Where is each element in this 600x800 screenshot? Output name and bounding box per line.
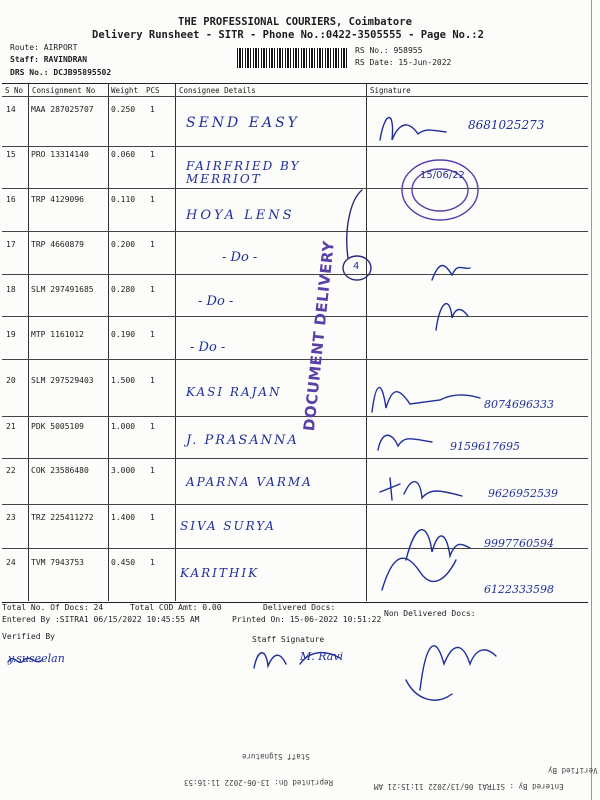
signature-mark bbox=[382, 558, 456, 590]
row-sno: 22 bbox=[6, 466, 16, 475]
staff-sign-handwritten: M. Ravi bbox=[300, 650, 344, 663]
row-consignment: TRP 4660879 bbox=[31, 240, 84, 249]
col-header-signature: Signature bbox=[370, 86, 411, 95]
row-consignment: SLM 297491685 bbox=[31, 285, 94, 294]
row-phone-handwritten: 6122333598 bbox=[484, 583, 554, 596]
row-weight: 0.250 bbox=[111, 105, 136, 114]
row-pcs: 1 bbox=[150, 466, 155, 475]
row-pcs: 1 bbox=[150, 558, 155, 567]
bleed-reprinted: Reprinted On: 13-06-2022 11:16:53 bbox=[184, 778, 334, 787]
entered-by: Entered By :SITRA1 06/15/2022 10:45:55 AM bbox=[2, 615, 200, 624]
row-phone-handwritten: 9997760594 bbox=[484, 537, 554, 550]
route-label: Route: AIRPORT bbox=[10, 43, 78, 52]
row-weight: 1.400 bbox=[111, 513, 136, 522]
row-pcs: 1 bbox=[150, 195, 155, 204]
signature-mark bbox=[378, 435, 432, 450]
non-delivered-docs: Non Delivered Docs: bbox=[384, 609, 476, 618]
row-weight: 0.110 bbox=[111, 195, 136, 204]
row-consignee-handwritten: FAIRFRIED BY MERRIOT bbox=[186, 159, 301, 186]
row-phone-handwritten: 8681025273 bbox=[468, 118, 545, 132]
row-weight: 0.190 bbox=[111, 330, 136, 339]
runsheet-subtitle: Delivery Runsheet - SITR - Phone No.:0422-3505555 - Page No.:2 bbox=[92, 29, 484, 41]
row-consignment: TRP 4129096 bbox=[31, 195, 84, 204]
row-consignee-handwritten: - Do - bbox=[222, 250, 258, 265]
row-sno: 24 bbox=[6, 558, 16, 567]
row-sno: 16 bbox=[6, 195, 16, 204]
stamp-marker: 4 bbox=[353, 261, 360, 272]
signature-mark bbox=[432, 265, 470, 280]
verified-by-label: Verified By bbox=[2, 632, 55, 641]
row-consignee-handwritten: - Do - bbox=[190, 340, 226, 355]
row-consignee-handwritten: APARNA VARMA bbox=[186, 475, 313, 489]
large-signature bbox=[406, 680, 452, 700]
total-docs: Total No. Of Docs: 24 bbox=[2, 603, 104, 612]
col-header-weight: Weight bbox=[111, 86, 139, 95]
printed-on: Printed On: 15-06-2022 10:51:22 bbox=[232, 615, 382, 624]
verifier-name-handwritten: y.suseelan bbox=[8, 652, 65, 665]
row-sno: 18 bbox=[6, 285, 16, 294]
marker-line bbox=[347, 190, 362, 258]
row-phone-handwritten: 8074696333 bbox=[484, 398, 554, 411]
row-consignee-handwritten: - Do - bbox=[198, 294, 234, 309]
row-phone-handwritten: 9159617695 bbox=[450, 440, 520, 453]
row-consignee-handwritten: HOYA LENS bbox=[186, 208, 295, 223]
staff-signature-label: Staff Signature bbox=[252, 635, 325, 644]
row-pcs: 1 bbox=[150, 376, 155, 385]
col-header-sno: S No bbox=[5, 86, 24, 95]
row-sno: 14 bbox=[6, 105, 16, 114]
row-consignment: SLM 297529403 bbox=[31, 376, 94, 385]
staff-label: Staff: RAVINDRAN bbox=[10, 55, 88, 64]
row-sno: 19 bbox=[6, 330, 16, 339]
delivered-docs: Delivered Docs: bbox=[263, 603, 336, 612]
bleed-entered: Entered By : SITRA1 06/13/2022 11:15:21 AM bbox=[374, 782, 564, 791]
row-pcs: 1 bbox=[150, 330, 155, 339]
bleed-verified: Verified By bbox=[548, 766, 598, 775]
row-weight: 0.280 bbox=[111, 285, 136, 294]
row-pcs: 1 bbox=[150, 240, 155, 249]
row-sno: 17 bbox=[6, 240, 16, 249]
row-weight: 0.060 bbox=[111, 150, 136, 159]
col-header-consignment: Consignment No bbox=[32, 86, 96, 95]
row-consignee-handwritten: KARITHIK bbox=[180, 566, 260, 580]
row-consignee-handwritten: SIVA SURYA bbox=[180, 519, 276, 533]
row-weight: 3.000 bbox=[111, 466, 136, 475]
rs-date: RS Date: 15-Jun-2022 bbox=[355, 58, 452, 67]
row-sno: 21 bbox=[6, 422, 16, 431]
signature-mark bbox=[406, 530, 470, 560]
document-delivery-stamp: DOCUMENT DELIVERY bbox=[300, 239, 338, 432]
large-signature bbox=[420, 646, 496, 690]
total-cod: Total COD Amt: 0.00 bbox=[130, 603, 222, 612]
row-sno: 15 bbox=[6, 150, 16, 159]
company-title: THE PROFESSIONAL COURIERS, Coimbatore bbox=[178, 16, 412, 28]
row-consignment: MAA 287025707 bbox=[31, 105, 94, 114]
bleed-staff-signature: Staff Signature bbox=[242, 752, 310, 761]
row-sno: 20 bbox=[6, 376, 16, 385]
row-pcs: 1 bbox=[150, 105, 155, 114]
row-pcs: 1 bbox=[150, 422, 155, 431]
row-consignment: PDK 5005109 bbox=[31, 422, 84, 431]
row-consignment: TVM 7943753 bbox=[31, 558, 84, 567]
row-consignment: MTP 1161012 bbox=[31, 330, 84, 339]
row-consignee-handwritten: J. PRASANNA bbox=[186, 433, 299, 448]
signature-mark bbox=[380, 118, 446, 141]
signature-mark bbox=[380, 478, 462, 500]
row-pcs: 1 bbox=[150, 150, 155, 159]
row-consignee-handwritten: SEND EASY bbox=[186, 115, 300, 131]
row-phone-handwritten: 9626952539 bbox=[488, 487, 558, 500]
row-pcs: 1 bbox=[150, 513, 155, 522]
signature-mark bbox=[436, 304, 468, 330]
row-sno: 23 bbox=[6, 513, 16, 522]
row-consignment: PRO 13314140 bbox=[31, 150, 89, 159]
signature-mark bbox=[372, 387, 480, 412]
row-weight: 0.450 bbox=[111, 558, 136, 567]
col-header-consignee: Consignee Details bbox=[179, 86, 256, 95]
col-header-pcs: PCS bbox=[146, 86, 160, 95]
row-pcs: 1 bbox=[150, 285, 155, 294]
row-weight: 1.000 bbox=[111, 422, 136, 431]
row-consignee-handwritten: KASI RAJAN bbox=[186, 385, 282, 399]
row-weight: 0.200 bbox=[111, 240, 136, 249]
stamp-date: 15/06/22 bbox=[420, 170, 465, 181]
rs-number: RS No.: 958955 bbox=[355, 46, 423, 55]
row-weight: 1.500 bbox=[111, 376, 136, 385]
row-consignment: TRZ 225411272 bbox=[31, 513, 94, 522]
row-consignment: COK 23586480 bbox=[31, 466, 89, 475]
drs-number: DRS No.: DCJB95895502 bbox=[10, 68, 112, 77]
